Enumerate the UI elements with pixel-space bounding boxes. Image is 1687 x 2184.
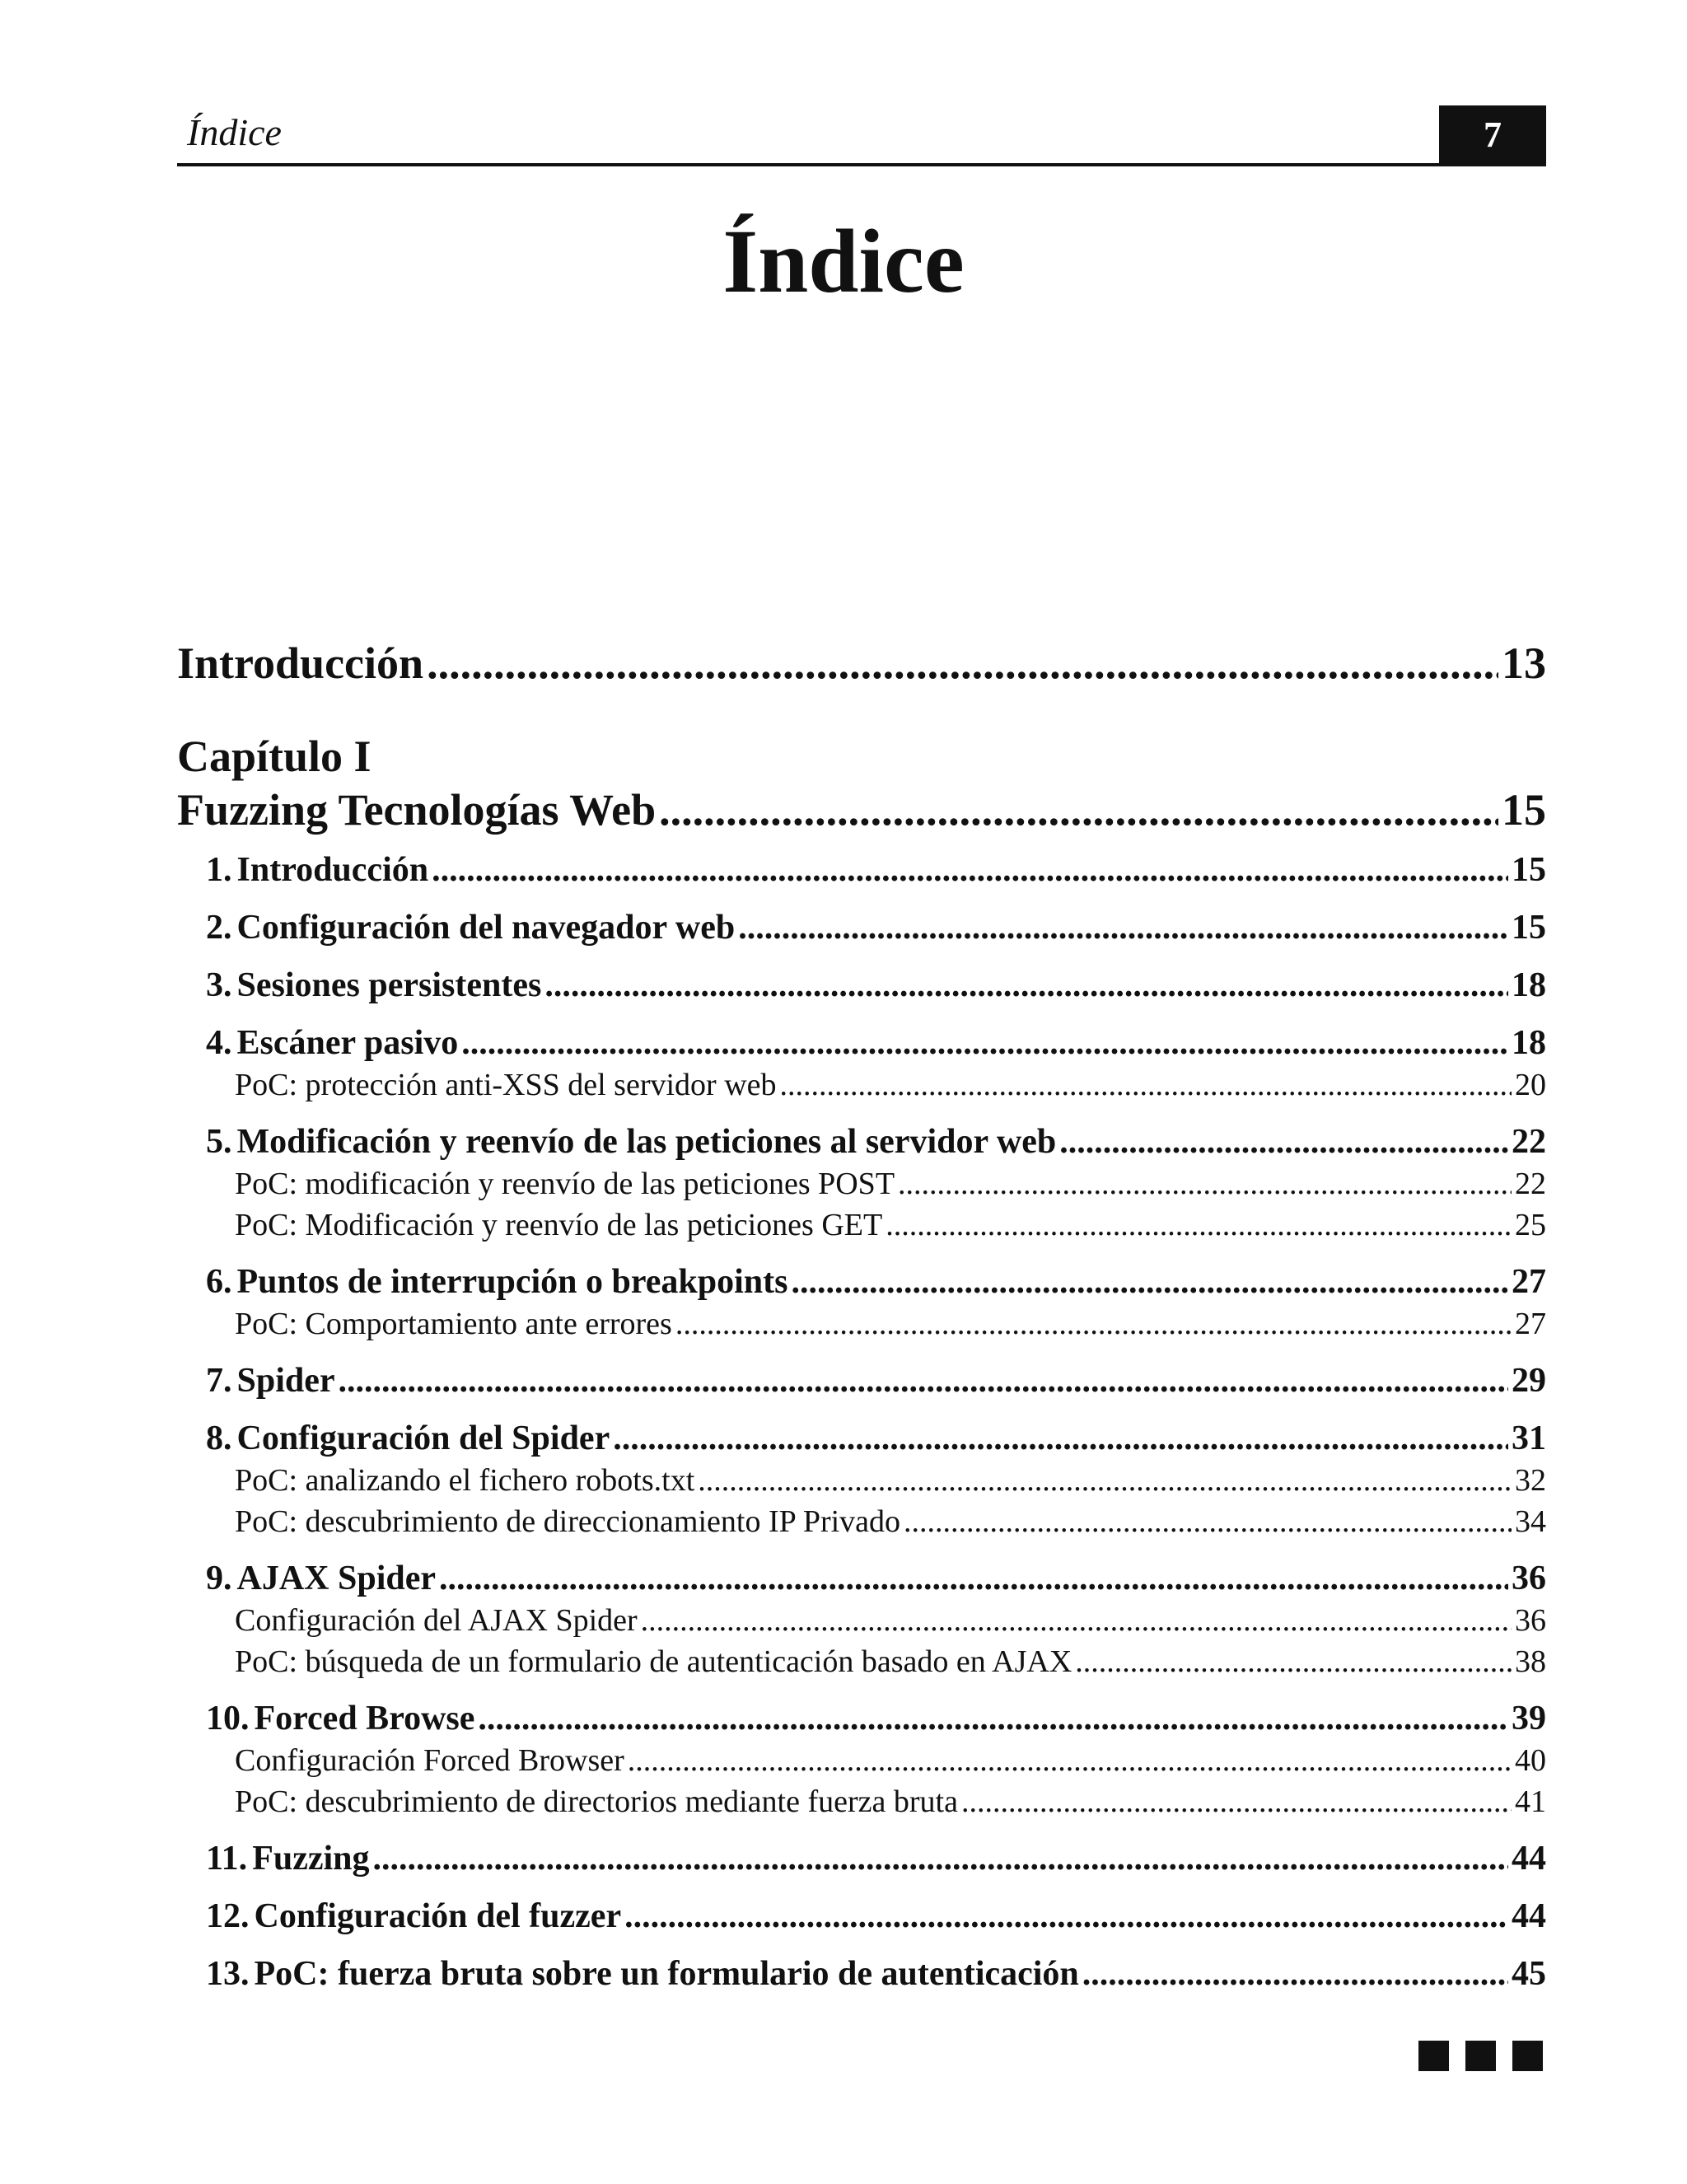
toc-subsection[interactable] [235,1308,1546,1340]
toc-subsection-label: PoC: descubrimiento de directorios mediante fuerza bruta [235,1784,958,1819]
toc-section-number: 11. [206,1840,248,1878]
page-number-box [1439,105,1546,163]
page-number: 7 [1484,114,1502,155]
toc-section-label: Configuración del Spider [236,1419,610,1457]
dot-leader [1059,1125,1508,1159]
toc-section-number: 1. [206,851,232,889]
page-title: Índice [722,211,965,311]
toc-section[interactable] [206,1899,1546,1934]
toc-subsection-page: 27 [1515,1307,1546,1341]
toc-section-label: Configuración del fuzzer [254,1897,622,1935]
toc-subsection[interactable] [235,1209,1546,1241]
dot-leader [628,1745,1512,1776]
dot-leader [675,1308,1512,1340]
toc-subsection-label: PoC: búsqueda de un formulario de autenticación basado en AJAX [235,1644,1072,1679]
square-icon [1418,2041,1449,2071]
toc-subsection-label: PoC: analizando el fichero robots.txt [235,1463,695,1498]
toc-section[interactable] [206,1701,1546,1736]
toc-section-page: 44 [1512,1840,1546,1878]
toc-subsection-label: PoC: Comportamiento ante errores [235,1307,672,1341]
dot-leader [373,1841,1508,1876]
toc-section-label: Fuzzing [252,1840,370,1878]
toc-section-label: Modificación y reenvío de las peticiones al servidor web [236,1123,1057,1161]
dot-leader [904,1506,1512,1537]
toc-section-number: 8. [206,1419,232,1457]
toc-section-label: Spider [236,1362,335,1400]
dot-leader [698,1465,1512,1496]
toc-subsection-label: PoC: Modificación y reenvío de las peticiones GET [235,1208,883,1242]
toc-section-page: 31 [1512,1419,1546,1457]
toc-subsection-page: 34 [1515,1504,1546,1539]
toc-section-number: 13. [206,1955,250,1993]
dot-leader [432,853,1508,887]
toc-section-page: 44 [1512,1897,1546,1935]
toc-subsection-page: 36 [1515,1603,1546,1638]
toc-subsection[interactable] [235,1605,1546,1636]
toc-section-label: Introducción [236,851,429,889]
toc-subsection-label: PoC: protección anti-XSS del servidor web [235,1068,777,1102]
toc-subsection-page: 32 [1515,1463,1546,1498]
toc-entry-page: 15 [1502,785,1546,835]
toc-entry-label: Fuzzing Tecnologías Web [177,785,657,835]
dot-leader [1082,1957,1508,1991]
dot-leader [738,910,1508,945]
square-icon [1512,2041,1543,2071]
toc-section-label: Sesiones persistentes [236,966,542,1004]
toc-subsection[interactable] [235,1745,1546,1776]
toc-section-page: 36 [1512,1560,1546,1597]
toc-section-number: 4. [206,1024,232,1062]
toc-section-number: 10. [206,1700,250,1737]
toc-subsection-label: PoC: descubrimiento de direccionamiento IP Privado [235,1504,901,1539]
toc-entry-page: 13 [1502,638,1546,688]
toc-section-label: PoC: fuerza bruta sobre un formulario de autenticación [254,1955,1079,1993]
dot-leader [961,1786,1512,1817]
dot-leader [613,1421,1508,1456]
dot-leader [792,1265,1509,1299]
toc-section[interactable] [206,968,1546,1003]
toc-section-page: 29 [1512,1362,1546,1400]
toc-subsection-page: 40 [1515,1743,1546,1778]
running-header [177,105,1546,166]
dot-leader [886,1209,1512,1241]
toc-section[interactable] [206,1026,1546,1060]
toc-section-number: 9. [206,1560,232,1597]
toc-section-number: 7. [206,1362,232,1400]
toc-subsection-page: 38 [1515,1644,1546,1679]
toc-subsection-page: 20 [1515,1068,1546,1102]
toc-section-number: 12. [206,1897,250,1935]
toc-subsection[interactable] [235,1465,1546,1496]
toc-section-page: 22 [1512,1123,1546,1161]
dot-leader [780,1069,1512,1101]
dot-leader [461,1026,1508,1060]
toc-subsection[interactable] [235,1646,1546,1677]
toc-subsection[interactable] [235,1786,1546,1817]
toc-section[interactable] [206,1561,1546,1596]
toc-section[interactable] [206,1125,1546,1159]
toc-entry-label: Introducción [177,638,424,688]
toc-subsection-page: 25 [1515,1208,1546,1242]
toc-section-page: 18 [1512,966,1546,1004]
toc-section-number: 2. [206,909,232,947]
toc-section[interactable] [206,1957,1546,1991]
toc-section-label: Configuración del navegador web [236,909,736,947]
toc-section[interactable] [206,1421,1546,1456]
toc-entry-chapter[interactable] [177,785,1546,835]
toc-entry-introduction[interactable] [177,638,1546,688]
toc-section[interactable] [206,1363,1546,1398]
dot-leader [427,641,1498,685]
chapter-label: Capítulo I [177,732,372,781]
dot-leader [624,1899,1508,1934]
toc-subsection[interactable] [235,1506,1546,1537]
toc-section-number: 6. [206,1263,232,1301]
running-title: Índice [187,111,282,153]
toc-section-page: 15 [1512,851,1546,889]
dot-leader [544,968,1508,1003]
toc-subsection-label: PoC: modificación y reenvío de las peticiones POST [235,1167,895,1201]
toc-subsection-page: 22 [1515,1167,1546,1201]
dot-leader [659,788,1498,832]
toc-subsection-label: Configuración del AJAX Spider [235,1603,638,1638]
dot-leader [1075,1646,1512,1677]
square-icon [1465,2041,1496,2071]
dot-leader [641,1605,1512,1636]
toc-section-page: 18 [1512,1024,1546,1062]
dot-leader [898,1168,1512,1200]
toc-section[interactable] [206,910,1546,945]
toc-section-page: 15 [1512,909,1546,947]
toc-section-label: Forced Browse [254,1700,475,1737]
toc-section-label: Escáner pasivo [236,1024,459,1062]
toc-section-label: AJAX Spider [236,1560,437,1597]
dot-leader [478,1701,1508,1736]
toc-section[interactable] [206,853,1546,887]
toc-subsection-page: 41 [1515,1784,1546,1819]
toc-subsection-label: Configuración Forced Browser [235,1743,624,1778]
toc-section-number: 5. [206,1123,232,1161]
dot-leader [439,1561,1508,1596]
toc-section-label: Puntos de interrupción o breakpoints [236,1263,788,1301]
toc-subsection[interactable] [235,1069,1546,1101]
toc-subsection[interactable] [235,1168,1546,1200]
toc-section[interactable] [206,1265,1546,1299]
footer-squares-ornament [1418,2041,1543,2071]
toc-section[interactable] [206,1841,1546,1876]
dot-leader [339,1363,1508,1398]
toc-section-number: 3. [206,966,232,1004]
toc-section-page: 27 [1512,1263,1546,1301]
toc-section-page: 45 [1512,1955,1546,1993]
toc-section-page: 39 [1512,1700,1546,1737]
